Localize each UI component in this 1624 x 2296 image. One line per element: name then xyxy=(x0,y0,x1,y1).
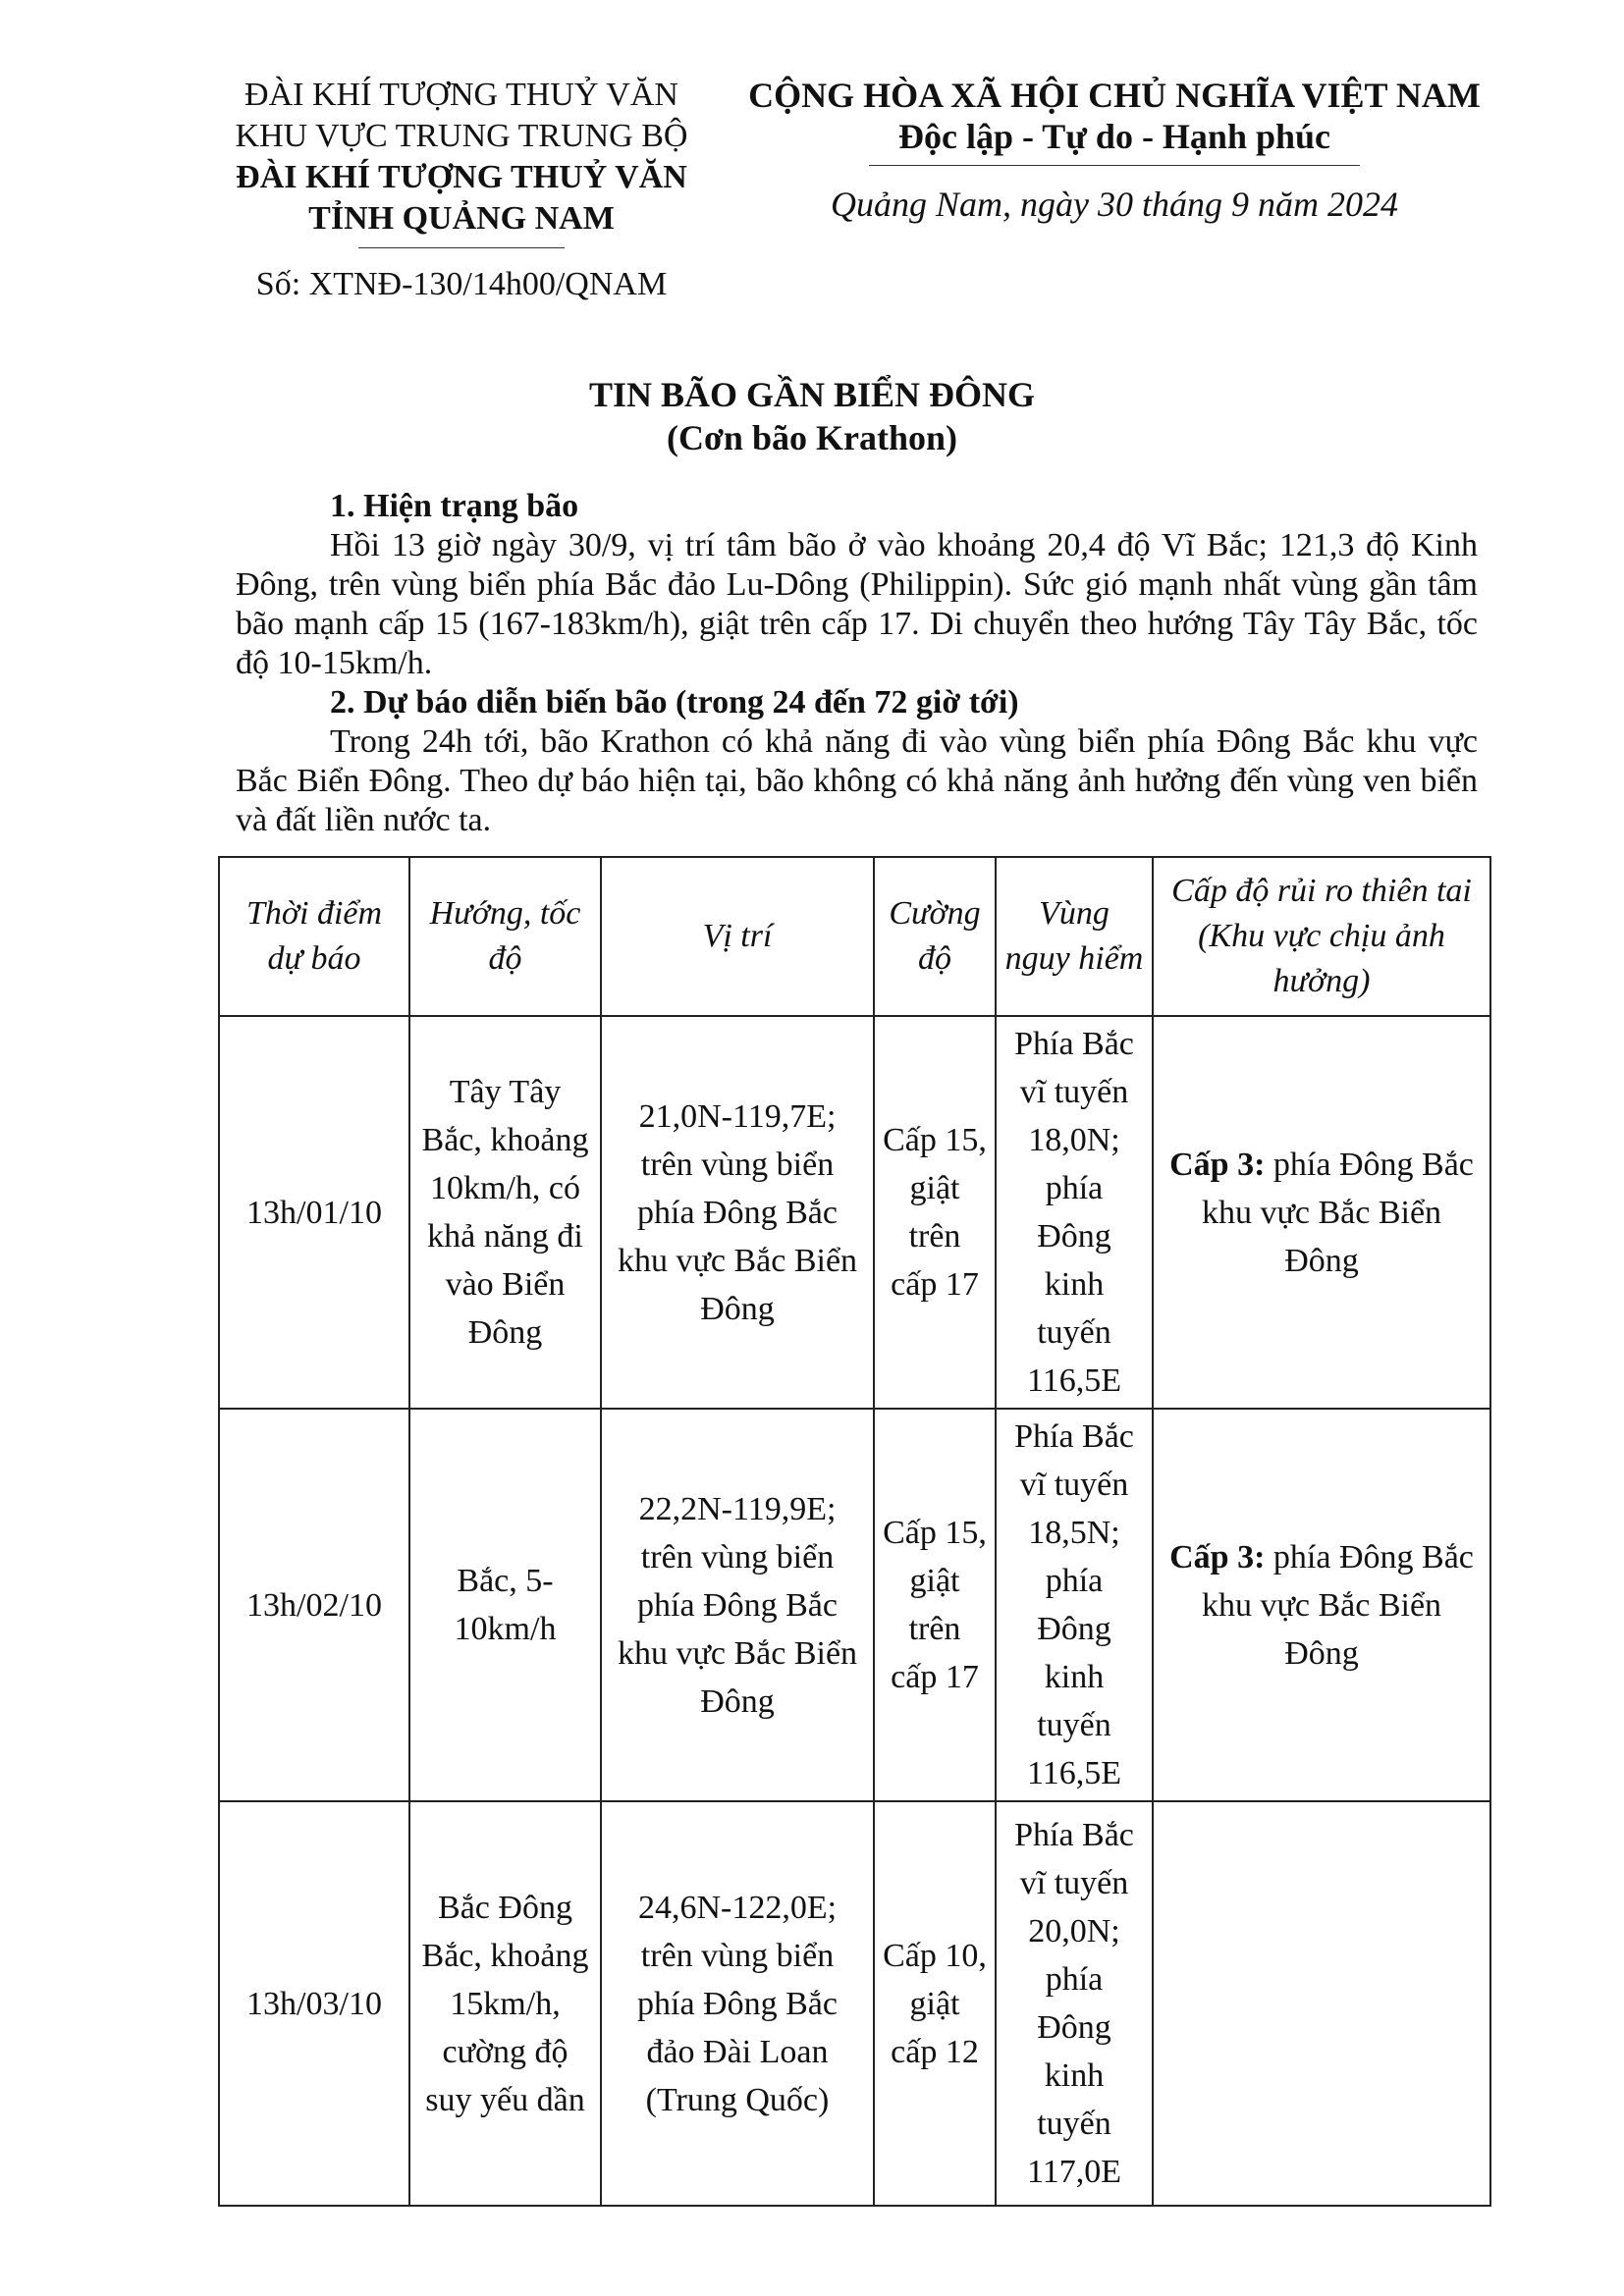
risk-level-label: Cấp 3: xyxy=(1169,1146,1266,1183)
cell-direction: Bắc Đông Bắc, khoảng 15km/h, cường độ suy yếu dần xyxy=(409,1801,601,2206)
cell-intensity: Cấp 15, giật trên cấp 17 xyxy=(874,1016,996,1409)
bulletin-title-block xyxy=(0,373,1624,459)
agency-line-2: KHU VỰC TRUNG TRUNG BỘ xyxy=(235,118,688,154)
bulletin-title: TIN BÃO GẦN BIỂN ĐÔNG xyxy=(588,375,1036,414)
section-1-heading: 1. Hiện trạng bão xyxy=(330,488,579,524)
table-row xyxy=(219,1409,1490,1801)
cell-danger-zone: Phía Bắc vĩ tuyến 18,0N; phía Đông kinh tuyến 116,5E xyxy=(996,1016,1153,1409)
header-risk-level: Cấp độ rủi ro thiên tai (Khu vực chịu ảnh hưởng) xyxy=(1153,857,1490,1016)
risk-level-label: Cấp 3: xyxy=(1169,1538,1266,1575)
document-number: Số: XTNĐ-130/14h00/QNAM xyxy=(255,266,668,302)
national-motto-line-1: CỘNG HÒA XÃ HỘI CHỦ NGHĨA VIỆT NAM xyxy=(748,76,1481,115)
agency-line-4: TỈNH QUẢNG NAM xyxy=(308,200,615,237)
table-row xyxy=(219,1016,1490,1409)
national-motto-line-2: Độc lập - Tự do - Hạnh phúc xyxy=(897,117,1331,156)
header-intensity: Cường độ xyxy=(874,857,996,1016)
agency-divider xyxy=(358,247,565,248)
cell-intensity: Cấp 15, giật trên cấp 17 xyxy=(874,1409,996,1801)
national-divider xyxy=(869,165,1360,166)
cell-direction: Bắc, 5-10km/h xyxy=(409,1409,601,1801)
cell-danger-zone: Phía Bắc vĩ tuyến 20,0N; phía Đông kinh tuyến 117,0E xyxy=(996,1801,1153,2206)
table-header-row xyxy=(219,857,1490,1016)
cell-intensity: Cấp 10, giật cấp 12 xyxy=(874,1801,996,2206)
cell-direction: Tây Tây Bắc, khoảng 10km/h, có khả năng đi vào Biển Đông xyxy=(409,1016,601,1409)
section-2-text: Trong 24h tới, bão Krathon có khả năng đi vào vùng biển phía Đông Bắc khu vực Bắc Biển Đông. Theo dự báo hiện tại, bão không có khả năng ảnh hưởng đến vùng ven biển và đất liền nước ta. xyxy=(236,723,1478,838)
cell-risk xyxy=(1153,1801,1490,2206)
bulletin-subtitle: (Cơn bão Krathon) xyxy=(667,418,957,457)
cell-risk xyxy=(1153,1409,1490,1801)
national-header-block xyxy=(731,75,1497,225)
header-danger-zone: Vùng nguy hiểm xyxy=(996,857,1153,1016)
cell-time: 13h/02/10 xyxy=(219,1409,409,1801)
risk-area: phía Đông Bắc khu vực Bắc Biển Đông xyxy=(1201,1146,1474,1279)
forecast-table xyxy=(218,856,1491,2207)
cell-risk xyxy=(1153,1016,1490,1409)
issuing-agency-block xyxy=(211,75,712,305)
cell-time: 13h/03/10 xyxy=(219,1801,409,2206)
agency-line-1: ĐÀI KHÍ TƯỢNG THUỶ VĂN xyxy=(244,77,678,113)
table-row xyxy=(219,1801,1490,2206)
bulletin-body xyxy=(236,487,1478,840)
header-position: Vị trí xyxy=(601,857,874,1016)
cell-position: 21,0N-119,7E; trên vùng biển phía Đông Bắc khu vực Bắc Biển Đông xyxy=(601,1016,874,1409)
cell-danger-zone: Phía Bắc vĩ tuyến 18,5N; phía Đông kinh tuyến 116,5E xyxy=(996,1409,1153,1801)
cell-time: 13h/01/10 xyxy=(219,1016,409,1409)
risk-area: phía Đông Bắc khu vực Bắc Biển Đông xyxy=(1201,1538,1474,1672)
header-forecast-time: Thời điểm dự báo xyxy=(219,857,409,1016)
place-date: Quảng Nam, ngày 30 tháng 9 năm 2024 xyxy=(831,185,1398,224)
cell-position: 22,2N-119,9E; trên vùng biển phía Đông Bắc khu vực Bắc Biển Đông xyxy=(601,1409,874,1801)
agency-line-3: ĐÀI KHÍ TƯỢNG THUỶ VĂN xyxy=(236,159,687,195)
cell-position: 24,6N-122,0E; trên vùng biển phía Đông Bắc đảo Đài Loan (Trung Quốc) xyxy=(601,1801,874,2206)
section-2-heading: 2. Dự báo diễn biến bão (trong 24 đến 72 giờ tới) xyxy=(330,684,1019,721)
header-direction-speed: Hướng, tốc độ xyxy=(409,857,601,1016)
section-1-text: Hồi 13 giờ ngày 30/9, vị trí tâm bão ở vào khoảng 20,4 độ Vĩ Bắc; 121,3 độ Kinh Đông, trên vùng biển phía Bắc đảo Lu-Dông (Philippin). Sức gió mạnh nhất vùng gần tâm bão mạnh cấp 15 (167-183km/h), giật trên cấp 17. Di chuyển theo hướng Tây Tây Bắc, tốc độ 10-15km/h. xyxy=(236,527,1478,681)
